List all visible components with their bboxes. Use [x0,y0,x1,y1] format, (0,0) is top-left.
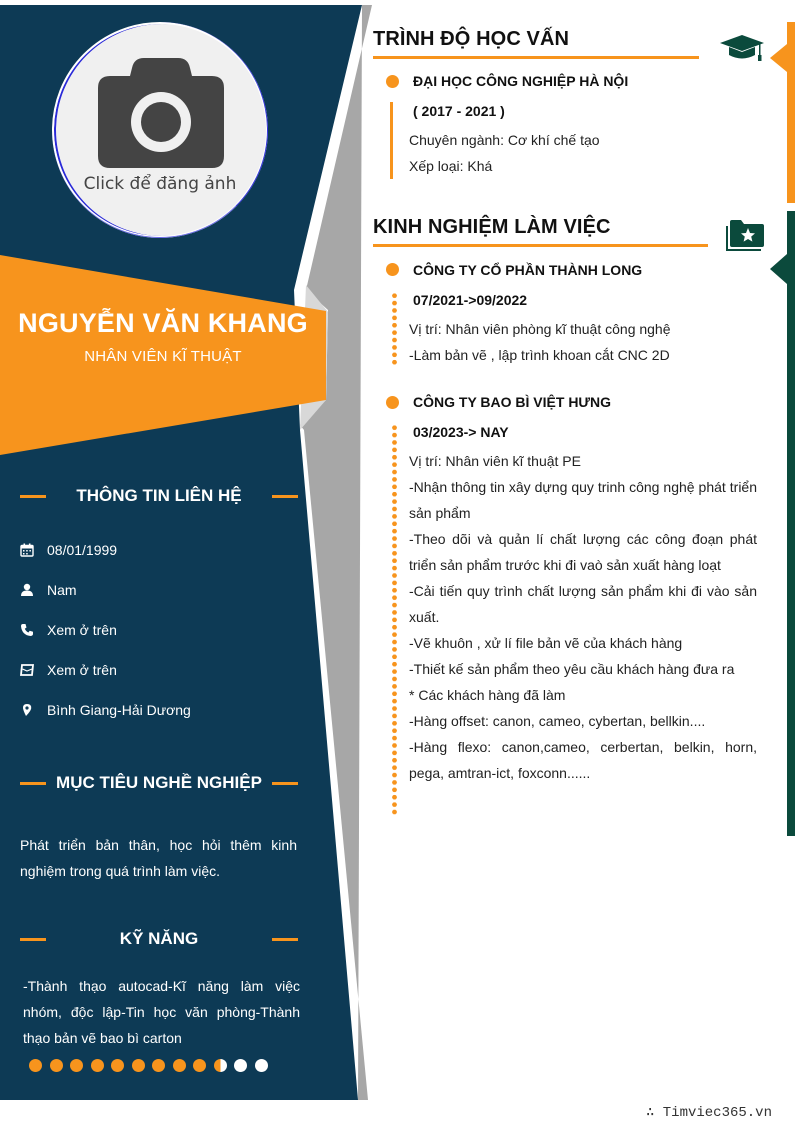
skill-rating-dot [193,1059,206,1072]
skill-rating-dot [132,1059,145,1072]
education-side-bar [787,22,795,203]
email-icon [20,663,47,677]
email-value: Xem ở trên [47,662,117,678]
experience-line: -Hàng flexo: canon,cameo, cerbertan, belkin, horn, pega, amtran-ict, foxconn...... [409,739,757,781]
experience-line: * Các khách hàng đã làm [409,687,566,703]
objective-section-title [20,773,298,793]
company-name: CÔNG TY CỔ PHẦN THÀNH LONG [413,262,643,278]
contact-item-birthday [20,530,191,570]
experience-line: -Vẽ khuôn , xử lí file bản vẽ của khách hàng [409,635,683,651]
school-name: ĐẠI HỌC CÔNG NGHIỆP HÀ NỘI [413,73,629,89]
title-dash-left [20,938,46,941]
experience-bullet [386,263,399,276]
experience-line: -Theo dõi và quản lí chất lượng các công đoạn phát triển sản phẩm trước khi đi vaò sản xuất hàng loạt [409,531,757,573]
experience-underline [373,244,708,247]
education-timeline-line [390,102,393,179]
skill-rating-dot [152,1059,165,1072]
career-objective-text: Phát triển bản thân, học hỏi thêm kinh nghiệm trong quá trình làm việc. [20,837,297,879]
title-dash-left [20,495,46,498]
experience-details [409,316,757,368]
skill-rating-dot [214,1059,227,1072]
skill-rating-dot [173,1059,186,1072]
education-details [409,127,757,179]
title-dash-right [272,495,298,498]
experience-side-arrow [770,254,787,284]
education-side-arrow [770,44,787,72]
candidate-name: NGUYỄN VĂN KHANG [18,308,308,338]
experience-timeline-dots [392,424,397,816]
experience-line: -Thiết kế sản phẩm theo yêu cầu khách hàng đưa ra [409,661,735,677]
experience-period: 03/2023-> NAY [413,424,509,440]
skills-section-title [20,929,298,949]
experience-line: -Làm bản vẽ , lập trình khoan cắt CNC 2D [409,347,670,363]
experience-section-header [373,216,708,247]
skills-text: -Thành thạo autocad-Kĩ năng làm việc nhóm, độc lập-Tin học văn phòng-Thành thạo bản vẽ bao bì carton [23,978,300,1046]
skill-rating-dot [70,1059,83,1072]
education-section-header [373,28,699,59]
phone-value: Xem ở trên [47,622,117,638]
experience-side-bar [787,211,795,836]
contact-item-email [20,650,191,690]
skill-rating-dot [111,1059,124,1072]
user-icon [20,583,47,597]
birthday-value: 08/01/1999 [47,542,118,558]
graduation-cap-icon [720,33,764,63]
title-dash-right [272,938,298,941]
education-underline [373,56,699,59]
location-icon [20,703,47,717]
experience-timeline-dots [392,292,397,366]
experience-line: -Nhận thông tin xây dựng quy trinh công nghệ phát triển sản phẩm [409,479,757,521]
profile-header [0,308,326,365]
contact-item-gender [20,570,191,610]
education-grade: Xếp loại: Khá [409,158,493,174]
folder-star-icon [725,218,765,252]
experience-line: Vị trí: Nhân viên phòng kĩ thuật công nghệ [409,321,671,337]
title-dash-right [272,782,298,785]
skill-rating-dot [234,1059,247,1072]
contact-item-address [20,690,191,730]
contact-item-phone [20,610,191,650]
skill-rating-dot [29,1059,42,1072]
education-title: TRÌNH ĐỘ HỌC VẤN [373,28,570,50]
site-watermark: ∴ Timviec365.vn [645,1105,772,1121]
camera-icon [98,58,224,168]
education-major: Chuyên ngành: Cơ khí chế tạo [409,132,600,148]
objective-title-text: MỤC TIÊU NGHỀ NGHIỆP [56,773,262,792]
experience-line: Vị trí: Nhân viên kĩ thuật PE [409,453,581,469]
contact-section-title [20,486,298,506]
skill-rating [29,1059,268,1072]
skill-rating-dot [91,1059,104,1072]
skill-rating-dot [255,1059,268,1072]
phone-icon [20,623,47,637]
experience-line: -Hàng offset: canon, cameo, cybertan, bellkin.... [409,713,706,729]
address-value: Bình Giang-Hải Dương [47,702,191,718]
experience-bullet [386,396,399,409]
experience-period: 07/2021->09/2022 [413,292,528,308]
education-bullet [386,75,399,88]
experience-details [409,448,757,786]
education-period: ( 2017 - 2021 ) [413,103,505,119]
avatar-upload[interactable] [52,22,268,238]
skill-rating-dot [50,1059,63,1072]
experience-line: -Cải tiến quy trình chất lượng sản phẩm khi đi vào sản xuất. [409,583,757,625]
skills-title-text: KỸ NĂNG [119,929,199,948]
candidate-job-title: NHÂN VIÊN KĨ THUẬT [84,348,242,365]
gender-value: Nam [47,582,77,598]
company-name: CÔNG TY BAO BÌ VIỆT HƯNG [413,394,612,410]
title-dash-left [20,782,46,785]
contact-list [20,530,191,730]
experience-title: KINH NGHIỆM LÀM VIỆC [373,216,611,238]
contact-title-text: THÔNG TIN LIÊN HỆ [76,486,242,505]
avatar-upload-label: Click để đăng ảnh [83,174,237,194]
calendar-icon [20,543,47,557]
